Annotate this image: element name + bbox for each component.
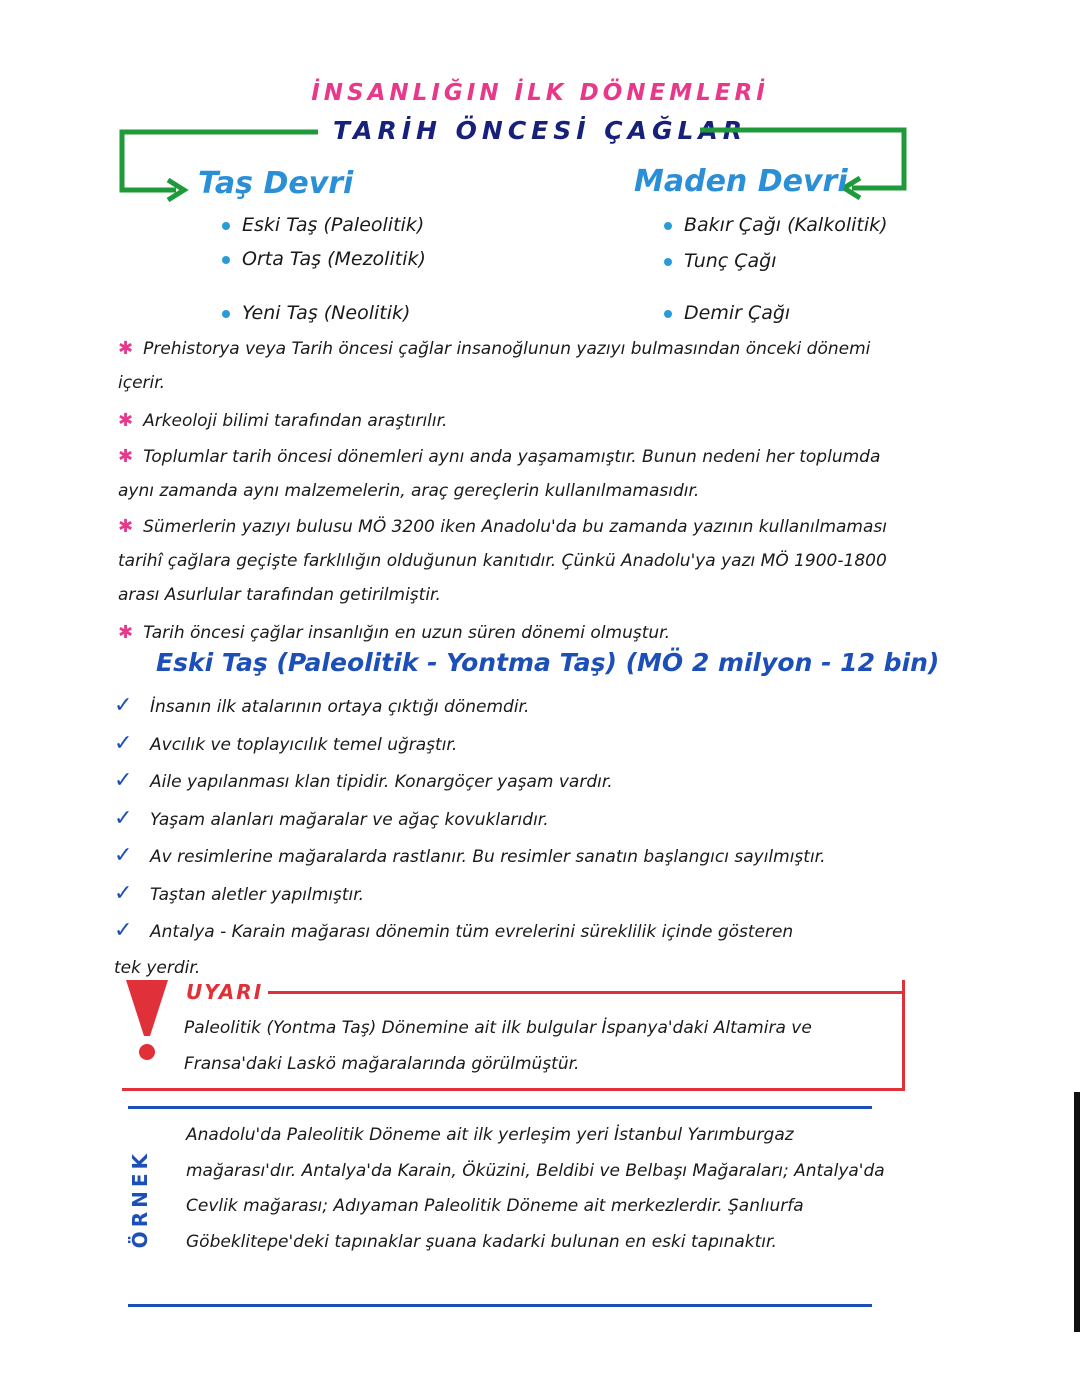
- checkmark-icon: ✓: [114, 880, 133, 906]
- tas-devri-heading: Taş Devri: [198, 166, 354, 201]
- checkmark-icon: ✓: [114, 805, 133, 831]
- note-tarih-oncesi: ✱ Tarih öncesi çağlar insanlığın en uzun süren dönemi olmuştur.: [118, 622, 670, 643]
- check-item: ✓ Taştan aletler yapılmıştır.: [114, 876, 934, 914]
- star-bullet-icon: ✱: [118, 516, 134, 537]
- bullet-dot-icon: [222, 310, 230, 318]
- bullet-dot-icon: [664, 258, 672, 266]
- maden-item-1: Bakır Çağı (Kalkolitik): [664, 214, 888, 236]
- note-toplumlar: ✱ Toplumlar tarih öncesi dönemleri aynı anda yaşamamıştır. Bunun nedeni her toplumda aynı zamanda aynı malzemelerin, araç gereçlerin kullanılmamasıdır.: [118, 446, 881, 501]
- tas-item-3: Yeni Taş (Neolitik): [222, 302, 410, 324]
- ornek-text: Anadolu'da Paleolitik Döneme ait ilk yerleşim yeri İstanbul Yarımburgaz mağarası'dır. Antalya'da Karain, Öküzini, Beldibi ve Belbaşı Mağaraları; Antalya'da Cevlik mağarası; Adıyaman Paleolitik Döneme ait merkezlerdir. Şanlıurfa Göbeklitepe'deki tapınaklar şuana kadarki bulunan en eski tapınaktır.: [186, 1125, 885, 1252]
- scan-edge: [1074, 1092, 1080, 1332]
- note-prehistorya: ✱ Prehistorya veya Tarih öncesi çağlar insanoğlunun yazıyı bulmasından önceki dönemi içerir.: [118, 338, 871, 393]
- checkmark-icon: ✓: [114, 843, 133, 868]
- star-bullet-icon: ✱: [118, 446, 134, 467]
- bullet-dot-icon: [664, 310, 672, 318]
- warning-text: Paleolitik (Yontma Taş) Dönemine ait ilk bulgular İspanya'daki Altamira ve Fransa'daki Laskö mağaralarında görülmüştür.: [184, 1018, 812, 1074]
- check-item: ✓ İnsanın ilk atalarının ortaya çıktığı dönemdir.: [114, 688, 934, 726]
- tas-item-1: Eski Taş (Paleolitik): [222, 214, 424, 236]
- bullet-dot-icon: [222, 256, 230, 264]
- tas-item-2: Orta Taş (Mezolitik): [222, 248, 426, 270]
- bullet-dot-icon: [222, 222, 230, 230]
- maden-item-3: Demir Çağı: [664, 302, 790, 324]
- page-subtitle: TARİH ÖNCESİ ÇAĞLAR: [333, 116, 747, 145]
- warning-top-line: [268, 991, 902, 994]
- paleolitik-heading: Eski Taş (Paleolitik - Yontma Taş) (MÖ 2 milyon - 12 bin): [156, 648, 940, 677]
- ornek-bottom-rule: [128, 1304, 872, 1307]
- check-item: ✓ Av resimlerine mağaralarda rastlanır. Bu resimler sanatın başlangıcı sayılmıştır.: [114, 838, 934, 876]
- note-sumerler: ✱ Sümerlerin yazıyı bulusu MÖ 3200 iken Anadolu'da bu zamanda yazının kullanılmaması tarihî çağlara geçişte farklılığın olduğunun kanıtıdır. Çünkü Anadolu'ya yazı MÖ 1900-1800 arası Asurlular tarafından getirilmiştir.: [118, 516, 887, 605]
- star-bullet-icon: ✱: [118, 622, 134, 643]
- star-bullet-icon: ✱: [118, 410, 134, 431]
- page-title: İNSANLIĞIN İLK DÖNEMLERİ: [311, 80, 769, 106]
- exclamation-icon: [122, 978, 172, 1062]
- check-item: ✓ Avcılık ve toplayıcılık temel uğraştır.: [114, 726, 934, 764]
- note-arkeoloji: ✱ Arkeoloji bilimi tarafından araştırılır.: [118, 410, 448, 431]
- warning-title: UYARI: [186, 980, 264, 1004]
- checkmark-icon: ✓: [114, 730, 133, 756]
- check-item: ✓ Yaşam alanları mağaralar ve ağaç kovuklarıdır.: [114, 801, 934, 839]
- star-bullet-icon: ✱: [118, 338, 134, 359]
- maden-item-2: Tunç Çağı: [664, 250, 777, 272]
- check-item-continuation: tek yerdir.: [114, 957, 201, 978]
- paleolitik-checklist: [114, 688, 934, 986]
- check-item: ✓ Antalya - Karain mağarası dönemin tüm evrelerini süreklilik içinde gösteren: [114, 913, 934, 951]
- checkmark-icon: ✓: [114, 693, 133, 718]
- ornek-top-rule: [128, 1106, 872, 1109]
- bullet-dot-icon: [664, 222, 672, 230]
- bracket-arrows: [0, 0, 1080, 220]
- ornek-label: ÖRNEK: [128, 1150, 152, 1249]
- maden-devri-heading: Maden Devri: [634, 164, 848, 199]
- checkmark-icon: ✓: [114, 918, 133, 943]
- checkmark-icon: ✓: [114, 768, 133, 793]
- check-item: ✓ Aile yapılanması klan tipidir. Konargöçer yaşam vardır.: [114, 763, 934, 801]
